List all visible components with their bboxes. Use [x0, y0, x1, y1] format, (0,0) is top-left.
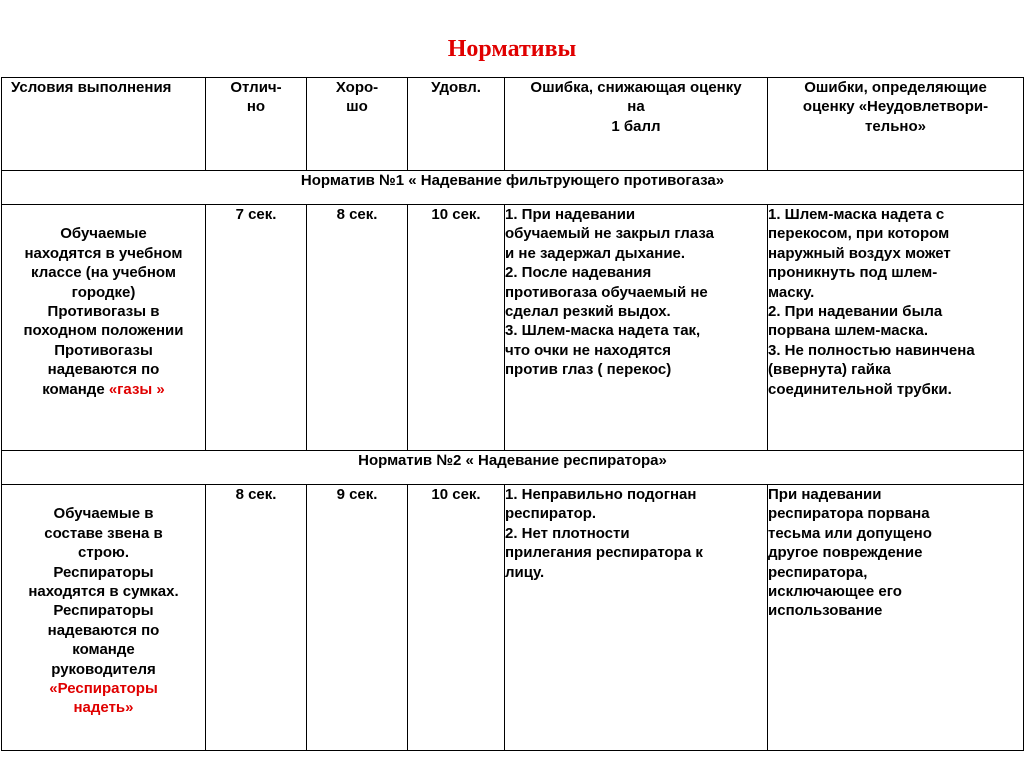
norm-1-title-row	[2, 171, 1024, 205]
header-errors-unsatisfactory: Ошибки, определяющие оценку «Неудовлетвори- тельно»	[768, 78, 1024, 171]
norm-2-conditions-line3: Респираторы надеваются по команде руководителя	[47, 602, 160, 678]
header-row	[2, 78, 1024, 171]
norm-1-conditions	[2, 205, 206, 451]
norm-1-good: 8 сек.	[307, 205, 408, 451]
header-error-minus-one: Ошибка, снижающая оценку на 1 балл	[505, 78, 768, 171]
norm-1-conditions-line2: Противогазы в походном положении	[23, 303, 184, 340]
header-good: Хоро- шо	[307, 78, 408, 171]
norm-1-satisfactory: 10 сек.	[408, 205, 505, 451]
page-title: Нормативы	[447, 36, 577, 62]
norm-2-title-row	[2, 451, 1024, 485]
norm-2-command: «Респираторы надеть»	[49, 680, 158, 717]
norm-2-row	[2, 485, 1024, 751]
header-excellent: Отлич- но	[206, 78, 307, 171]
norm-1-conditions-line1: Обучаемые находятся в учебном классе (на учебном городке)	[24, 225, 183, 301]
header-conditions: Условия выполнения	[2, 78, 206, 171]
norm-1-row	[2, 205, 1024, 451]
norm-1-command: «газы »	[108, 380, 165, 398]
norm-2-satisfactory: 10 сек.	[408, 485, 505, 751]
norm-1-conditions-line3: Противогазы надеваются по команде	[42, 341, 160, 398]
norm-2-excellent: 8 сек.	[206, 485, 307, 751]
norm-1-errors-unsatisfactory: 1. Шлем-маска надета с перекосом, при котором наружный воздух может проникнуть под шлем- маску. 2. При надевании была порвана шлем-маска. 3. Не полностью навинчена (ввернута) гайка соединительной трубки.	[768, 205, 1024, 451]
norm-1-title: Норматив №1 « Надевание фильтрующего противогаза»	[2, 171, 1024, 205]
header-satisfactory: Удовл.	[408, 78, 505, 171]
norm-2-errors-unsatisfactory: При надевании респиратора порвана тесьма или допущено другое повреждение респиратора, исключающее его использование	[768, 485, 1024, 751]
norm-1-error-minus-one: 1. При надевании обучаемый не закрыл глаза и не задержал дыхание. 2. После надевания противогаза обучаемый не сделал резкий выдох. 3. Шлем-маска надета так, что очки не находятся против глаз ( перекос)	[505, 205, 768, 451]
norm-2-conditions	[2, 485, 206, 751]
norm-2-conditions-line2: Респираторы находятся в сумках.	[28, 563, 179, 601]
norm-1-excellent: 7 сек.	[206, 205, 307, 451]
norm-2-good: 9 сек.	[307, 485, 408, 751]
norms-table	[1, 77, 1024, 751]
norm-2-title: Норматив №2 « Надевание респиратора»	[2, 451, 1024, 485]
norm-2-error-minus-one: 1. Неправильно подогнан респиратор. 2. Нет плотности прилегания респиратора к лицу.	[505, 485, 768, 751]
norm-2-conditions-line1: Обучаемые в составе звена в строю.	[44, 505, 163, 562]
